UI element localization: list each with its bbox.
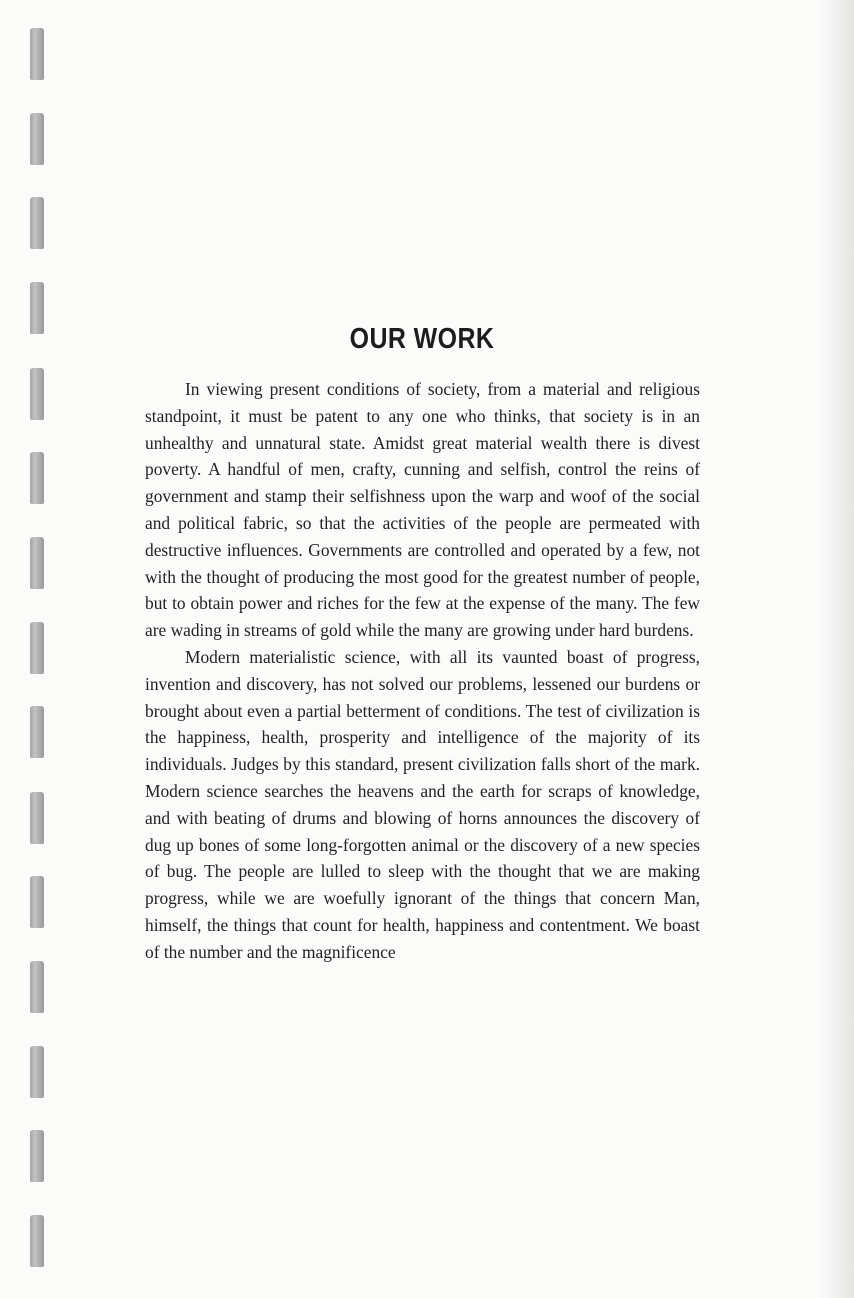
binding-hole xyxy=(30,622,44,674)
binding-hole xyxy=(30,282,44,334)
paragraph: In viewing present conditions of society, from a material and religious standpoint, it must be patent to any one who thinks, that society is in an unhealthy and unnatural state. Amidst great material wealth there is divest poverty. A handful of men, crafty, cunning and selfish, control the reins of government and stamp their selfishness upon the warp and woof of the social and political fabric, so that the activities of the people are permeated with destructive influences. Governments are controlled and operated by a few, not with the thought of producing the most good for the greatest number of people, but to obtain power and riches for the few at the expense of the many. The few are wading in streams of gold while the many are growing under hard burdens. xyxy=(145,379,700,641)
binding-hole xyxy=(30,792,44,844)
paragraph: Modern materialistic science, with all its vaunted boast of progress, invention and discovery, has not solved our problems, lessened our burdens or brought about even a partial betterment of conditions. The test of civilization is the happiness, health, prosperity and intelligence of the majority of its individuals. Judges by this standard, present civilization falls short of the mark. Modern science searches the heavens and the earth for scraps of knowledge, and with beating of drums and blowing of horns announces the discovery of dug up bones of some long-forgotten animal or the discovery of a new species of bug. The people are lulled to sleep with the thought that we are making progress, while we are woefully ignorant of the things that concern Man, himself, the things that count for health, happiness and contentment. We boast of the number and the magnificence xyxy=(145,646,700,962)
binding-hole xyxy=(30,1130,44,1182)
binding-hole xyxy=(30,197,44,249)
binding-hole xyxy=(30,113,44,165)
page-edge-shadow xyxy=(820,0,854,1298)
binding-hole xyxy=(30,28,44,80)
binding-hole xyxy=(30,368,44,420)
binding-hole xyxy=(30,537,44,589)
body-text xyxy=(145,376,700,966)
page-title: OUR WORK xyxy=(349,323,495,355)
binding-hole xyxy=(30,1046,44,1098)
binding-hole xyxy=(30,452,44,504)
binding-hole xyxy=(30,1215,44,1267)
binding-hole xyxy=(30,706,44,758)
binding-hole xyxy=(30,961,44,1013)
binding-hole xyxy=(30,876,44,928)
binding-holes xyxy=(30,20,54,1290)
